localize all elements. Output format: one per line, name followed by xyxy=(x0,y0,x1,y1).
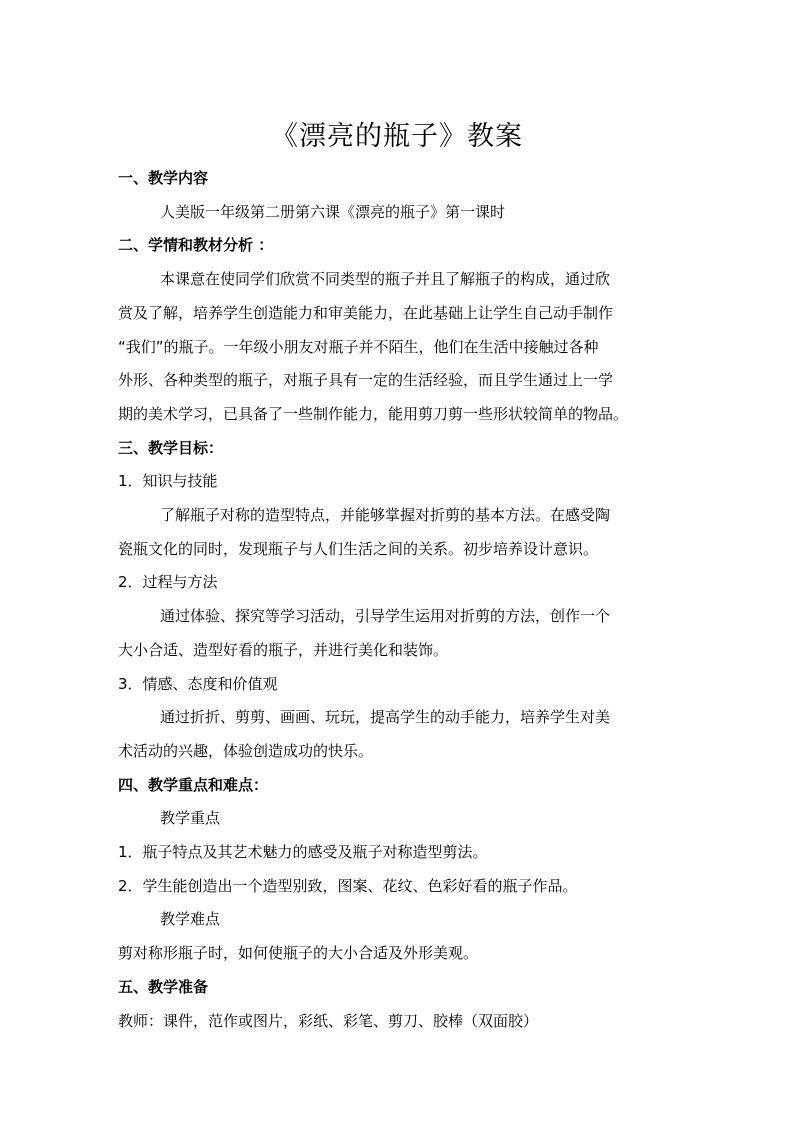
focus-item-1: 1．瓶子特点及其艺术魅力的感受及瓶子对称造型剪法。 xyxy=(118,843,488,862)
goal-2-label: 2．过程与方法 xyxy=(118,573,218,592)
section-body-content: 人美版一年级第二册第六课《漂亮的瓶子》第一课时 xyxy=(160,202,506,221)
analysis-line-4: 外形、各种类型的瓶子，对瓶子具有一定的生活经验，而且学生通过上一学 xyxy=(118,371,614,390)
analysis-line-1: 本课意在使同学们欣赏不同类型的瓶子并且了解瓶子的构成，通过欣 xyxy=(160,270,611,289)
goal-2-line-2: 大小合适、造型好看的瓶子，并进行美化和装饰。 xyxy=(118,640,449,659)
analysis-line-2: 赏及了解，培养学生创造能力和审美能力，在此基础上让学生自己动手制作 xyxy=(118,303,614,322)
goal-2-line-1: 通过体验、探究等学习活动，引导学生运用对折剪的方法，创作一个 xyxy=(160,607,611,626)
goal-3-label: 3．情感、态度和价值观 xyxy=(118,674,278,693)
section-heading-prep: 五、教学准备 xyxy=(118,977,209,996)
difficulty-text: 剪对称形瓶子时，如何使瓶子的大小合适及外形美观。 xyxy=(118,944,479,963)
section-heading-goals: 三、教学目标： xyxy=(118,438,224,457)
difficulty-label: 教学难点 xyxy=(160,910,221,929)
focus-label: 教学重点 xyxy=(160,809,221,828)
analysis-line-3: “我们”的瓶子。一年级小朋友对瓶子并不陌生，他们在生活中接触过各种 xyxy=(118,337,599,356)
document-body xyxy=(118,162,678,1038)
section-heading-keypoints: 四、教学重点和难点： xyxy=(118,775,269,794)
goal-3-line-1: 通过折折、剪剪、画画、玩玩，提高学生的动手能力，培养学生对美 xyxy=(160,708,611,727)
goal-1-label: 1．知识与技能 xyxy=(118,472,218,491)
goal-1-line-1: 了解瓶子对称的造型特点，并能够掌握对折剪的基本方法。在感受陶 xyxy=(160,506,611,525)
goal-1-line-2: 瓷瓶文化的同时，发现瓶子与人们生活之间的关系。初步培养设计意识。 xyxy=(118,539,599,558)
focus-item-2: 2．学生能创造出一个造型别致，图案、花纹、色彩好看的瓶子作品。 xyxy=(118,876,578,895)
section-heading-analysis: 二、学情和教材分析 ： xyxy=(118,236,274,255)
section-heading-content: 一、教学内容 xyxy=(118,169,209,187)
analysis-line-5: 期的美术学习，已具备了一些制作能力，能用剪刀剪一些形状较简单的物品。 xyxy=(118,404,629,423)
prep-teacher: 教师：课件，范作或图片，彩纸、彩笔、剪刀、胶棒（双面胶） xyxy=(118,1011,539,1030)
goal-3-line-2: 术活动的兴趣，体验创造成功的快乐。 xyxy=(118,741,374,760)
document-title: 《漂亮的瓶子》教案 xyxy=(271,121,523,152)
